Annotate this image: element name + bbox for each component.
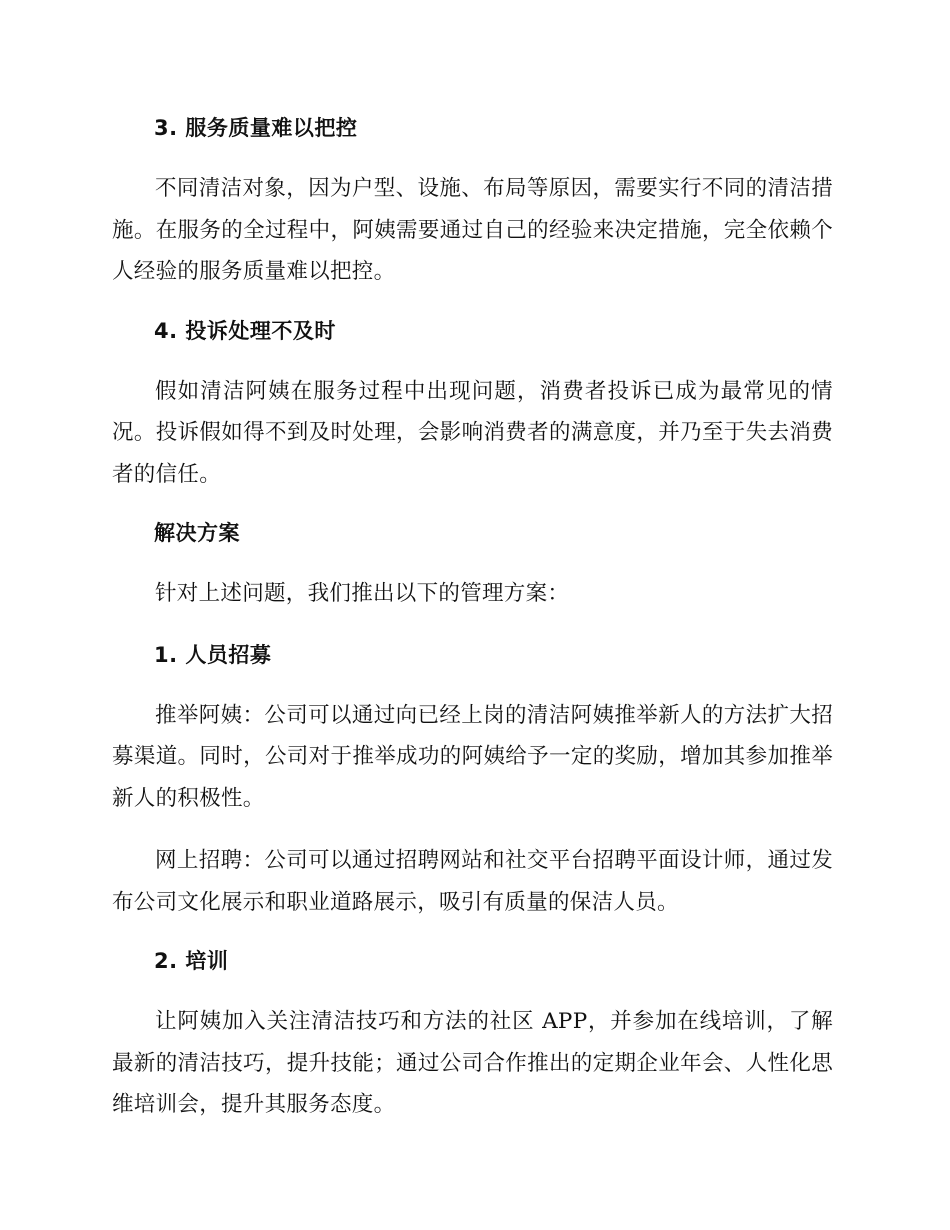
section-heading-training: 2. 培训 — [154, 949, 229, 973]
section-heading-service-quality: 3. 服务质量难以把控 — [154, 116, 358, 140]
paragraph-recruitment-referral: 推举阿姨：公司可以通过向已经上岗的清洁阿姨推举新人的方法扩大招募渠道。同时，公司对于推举成功的阿姨给予一定的奖励，增加其参加推举新人的积极性。 — [112, 702, 833, 811]
paragraph-service-quality: 不同清洁对象，因为户型、设施、布局等原因，需要实行不同的清洁措施。在服务的全过程中，阿姨需要通过自己的经验来决定措施，完全依赖个人经验的服务质量难以把控。 — [112, 176, 833, 284]
paragraph-solution-intro: 针对上述问题，我们推出以下的管理方案： — [155, 581, 570, 606]
paragraph-complaints: 假如清洁阿姨在服务过程中出现问题，消费者投诉已成为最常见的情况。投诉假如得不到及时处理，会影响消费者的满意度，并乃至于失去消费者的信任。 — [112, 378, 833, 487]
paragraph-recruitment-online: 网上招聘：公司可以通过招聘网站和社交平台招聘平面设计师，通过发布公司文化展示和职业道路展示，吸引有质量的保洁人员。 — [112, 848, 833, 915]
section-heading-recruitment: 1. 人员招募 — [154, 642, 272, 667]
section-heading-complaints: 4. 投诉处理不及时 — [154, 318, 336, 343]
paragraph-training: 让阿姨加入关注清洁技巧和方法的社区 APP，并参加在线培训，了解最新的清洁技巧，提升技能；通过公司合作推出的定期企业年会、人性化思维培训会，提升其服务态度。 — [112, 1009, 833, 1117]
section-heading-solution: 解决方案 — [154, 521, 240, 545]
